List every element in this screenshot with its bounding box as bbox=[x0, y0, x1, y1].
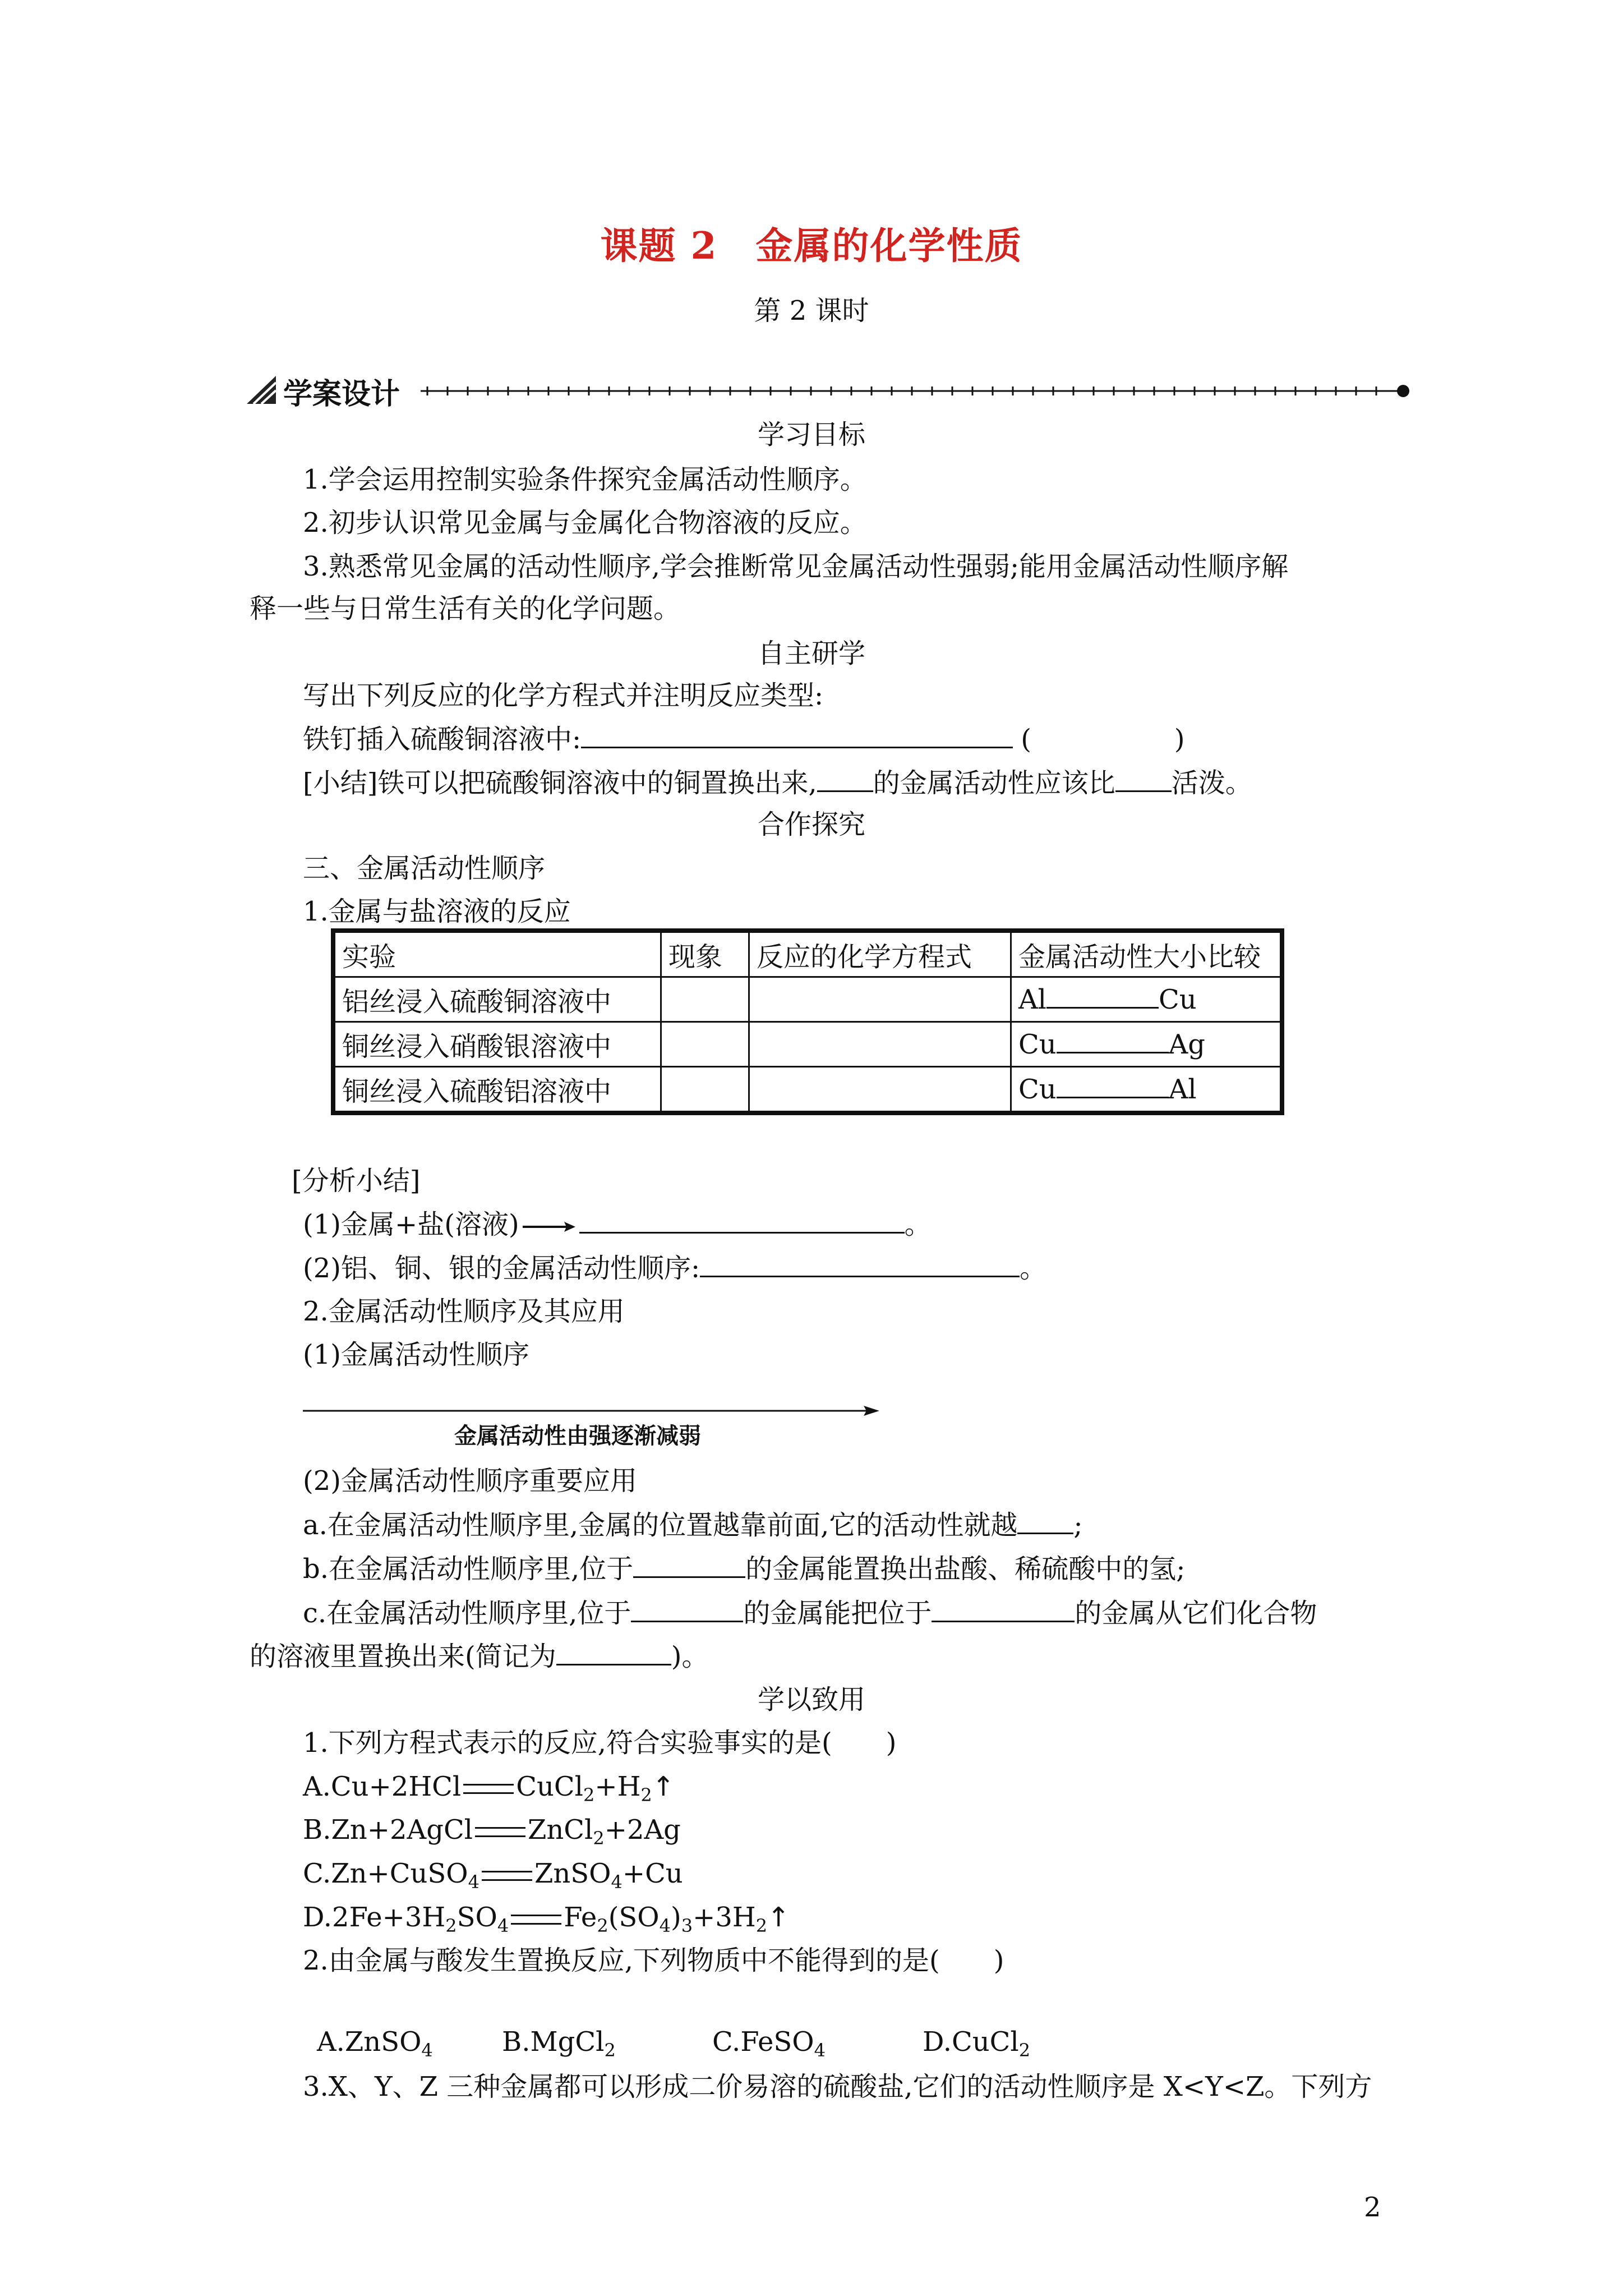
analysis-blank-2[interactable] bbox=[700, 1251, 1020, 1277]
opt-b-lhs: B.Zn+2AgCl bbox=[303, 1814, 473, 1846]
row1-equation-cell[interactable] bbox=[749, 977, 1011, 1022]
coop-section3: 三、金属活动性顺序 bbox=[303, 853, 546, 884]
row3-left: Cu bbox=[1018, 1073, 1057, 1105]
objective-1: 1.学会运用控制实验条件探究金属活动性顺序。 bbox=[303, 464, 867, 495]
table-row bbox=[333, 977, 1282, 1022]
opt-d-rhs-sub2: 4 bbox=[659, 1915, 671, 1936]
q2-b-sub: 2 bbox=[604, 2040, 616, 2061]
app-c2-blank[interactable] bbox=[556, 1639, 671, 1665]
q2-b-text: B.MgCl bbox=[502, 2026, 605, 2058]
equals-sign bbox=[475, 1827, 525, 1837]
q1-option-c[interactable] bbox=[303, 1857, 683, 1899]
practice-q2: 2.由金属与酸发生置换反应,下列物质中不能得到的是( ) bbox=[303, 1945, 1004, 1976]
arrow-caption: 金属活动性由强逐渐减弱 bbox=[454, 1423, 701, 1449]
row3-compare-blank[interactable] bbox=[1057, 1074, 1169, 1098]
experiment-table bbox=[331, 928, 1284, 1115]
summary-blank-2[interactable] bbox=[1115, 766, 1172, 792]
table-header-row bbox=[333, 931, 1282, 977]
row2-left: Cu bbox=[1018, 1028, 1057, 1060]
section-header bbox=[247, 370, 1413, 409]
opt-d-rhs-a: Fe bbox=[564, 1902, 597, 1933]
application-a bbox=[303, 1508, 1083, 1542]
opt-d-rhs-d: +3H bbox=[693, 1902, 756, 1933]
opt-a-rhs-a: CuCl bbox=[516, 1771, 583, 1802]
self-study-summary bbox=[303, 766, 1252, 800]
app-a-text: a.在金属活动性顺序里,金属的位置越靠前面,它的活动性就越 bbox=[303, 1510, 1018, 1541]
opt-a-sub: 2 bbox=[583, 1784, 595, 1806]
row3-activity-cell bbox=[1011, 1067, 1283, 1114]
q1-option-b[interactable] bbox=[303, 1813, 681, 1855]
opt-b-rhs-b: +2Ag bbox=[604, 1814, 681, 1846]
gas-arrow-icon: ↑ bbox=[652, 1771, 675, 1802]
opt-d-rhs-c: ) bbox=[671, 1902, 681, 1933]
coop-sub2-2: (2)金属活动性顺序重要应用 bbox=[303, 1465, 637, 1497]
row3-phenomenon-cell[interactable] bbox=[661, 1067, 749, 1114]
row1-experiment: 铝丝浸入硫酸铜溶液中 bbox=[333, 977, 661, 1022]
self-study-intro: 写出下列反应的化学方程式并注明反应类型: bbox=[303, 680, 824, 711]
right-arrow-icon bbox=[523, 1218, 576, 1235]
q2-option-b[interactable] bbox=[502, 2025, 616, 2067]
opt-d-lhs-a: D.2Fe+3H bbox=[303, 1902, 446, 1933]
row3-right: Al bbox=[1168, 1073, 1197, 1105]
opt-d-lhs-sub2: 4 bbox=[497, 1915, 509, 1936]
row1-right: Cu bbox=[1159, 983, 1197, 1015]
coop-sub1: 1.金属与盐溶液的反应 bbox=[303, 896, 571, 927]
objective-3-cont: 释一些与日常生活有关的化学问题。 bbox=[250, 593, 681, 624]
summary-part-a: [小结]铁可以把硫酸铜溶液中的铜置换出来, bbox=[303, 767, 817, 799]
section-label: 学案设计 bbox=[283, 378, 400, 411]
q1-option-d[interactable] bbox=[303, 1901, 790, 1943]
opt-a-lhs: A.Cu+2HCl bbox=[303, 1771, 462, 1802]
page-subtitle: 第 2 课时 bbox=[754, 295, 869, 326]
equals-sign bbox=[463, 1784, 514, 1794]
app-a-end: ; bbox=[1073, 1510, 1083, 1541]
q1-label: 铁钉插入硫酸铜溶液中: bbox=[303, 724, 582, 755]
q2-c-text: C.FeSO bbox=[712, 2026, 814, 2058]
coop-heading: 合作探究 bbox=[757, 809, 865, 840]
analysis-line1-text: (1)金属+盐(溶液) bbox=[303, 1209, 519, 1240]
coop-sub2: 2.金属活动性顺序及其应用 bbox=[303, 1296, 625, 1327]
practice-heading: 学以致用 bbox=[757, 1684, 865, 1715]
q2-c-sub: 4 bbox=[814, 2040, 826, 2061]
row1-activity-cell bbox=[1011, 977, 1283, 1022]
q2-option-d[interactable] bbox=[923, 2025, 1030, 2067]
opt-d-lhs-b: SO bbox=[457, 1902, 497, 1933]
opt-d-rhs-sub3: 3 bbox=[681, 1915, 693, 1936]
objective-2: 2.初步认识常见金属与金属化合物溶液的反应。 bbox=[303, 507, 867, 539]
opt-d-rhs-sub4: 2 bbox=[755, 1915, 768, 1936]
app-c-mid: 的金属能把位于 bbox=[743, 1598, 932, 1629]
summary-part-b: 的金属活动性应该比 bbox=[873, 767, 1115, 799]
summary-part-c: 活泼。 bbox=[1171, 767, 1252, 799]
application-c bbox=[303, 1596, 1317, 1630]
row3-equation-cell[interactable] bbox=[749, 1067, 1011, 1114]
row2-experiment: 铜丝浸入硝酸银溶液中 bbox=[333, 1022, 661, 1067]
summary-blank-1[interactable] bbox=[817, 766, 873, 792]
q1-paren-close: ) bbox=[1174, 724, 1185, 755]
page-title: 课题 2 金属的化学性质 bbox=[600, 224, 1023, 268]
col-header-experiment: 实验 bbox=[333, 931, 661, 977]
q1-option-a[interactable] bbox=[303, 1770, 675, 1812]
self-study-heading: 自主研学 bbox=[757, 638, 865, 669]
opt-c-rhs-b: +Cu bbox=[622, 1858, 683, 1889]
q2-d-sub: 2 bbox=[1018, 2040, 1031, 2061]
col-header-phenomenon: 现象 bbox=[661, 931, 749, 977]
row3-experiment: 铜丝浸入硫酸铝溶液中 bbox=[333, 1067, 661, 1114]
app-c-end: 的金属从它们化合物 bbox=[1075, 1598, 1317, 1629]
opt-a-sub2: 2 bbox=[640, 1784, 652, 1806]
col-header-equation: 反应的化学方程式 bbox=[749, 931, 1011, 977]
application-c-cont bbox=[250, 1639, 708, 1673]
activity-series-arrow bbox=[303, 1402, 880, 1419]
app-b-end: 的金属能置换出盐酸、稀硫酸中的氢; bbox=[745, 1553, 1186, 1585]
section-ruler bbox=[421, 383, 1413, 399]
objectives-heading: 学习目标 bbox=[757, 419, 865, 450]
analysis-line2 bbox=[303, 1251, 1046, 1285]
row2-phenomenon-cell[interactable] bbox=[661, 1022, 749, 1067]
opt-c-lhs-sub: 4 bbox=[468, 1871, 479, 1893]
equals-sign bbox=[482, 1871, 532, 1881]
section-ramp-icon bbox=[247, 375, 280, 406]
q2-a-text: A.ZnSO bbox=[317, 2026, 422, 2058]
app-a-blank[interactable] bbox=[1017, 1508, 1073, 1534]
row2-activity-cell bbox=[1011, 1022, 1283, 1067]
app-b-blank[interactable] bbox=[633, 1552, 745, 1578]
practice-q3: 3.X、Y、Z 三种金属都可以形成二价易溶的硫酸盐,它们的活动性顺序是 X<Y<Z。下列方 bbox=[303, 2071, 1372, 2102]
row2-compare-blank[interactable] bbox=[1057, 1029, 1169, 1053]
row2-right: Ag bbox=[1168, 1028, 1206, 1060]
analysis-line1-end: 。 bbox=[904, 1209, 932, 1240]
q2-a-sub: 4 bbox=[421, 2040, 433, 2061]
opt-d-rhs-b: (SO bbox=[608, 1902, 660, 1933]
app-c-blank-1[interactable] bbox=[631, 1596, 743, 1622]
objective-3: 3.熟悉常见金属的活动性顺序,学会推断常见金属活动性强弱;能用金属活动性顺序解 bbox=[303, 551, 1289, 582]
row2-equation-cell[interactable] bbox=[749, 1022, 1011, 1067]
gas-arrow-icon: ↑ bbox=[767, 1902, 790, 1933]
practice-q1: 1.下列方程式表示的反应,符合实验事实的是( ) bbox=[303, 1727, 897, 1759]
app-c-blank-2[interactable] bbox=[932, 1596, 1075, 1622]
q2-option-c[interactable] bbox=[712, 2025, 826, 2067]
opt-c-rhs-a: ZnSO bbox=[534, 1858, 611, 1889]
equals-sign bbox=[511, 1915, 561, 1925]
opt-d-lhs-sub: 2 bbox=[445, 1915, 457, 1936]
table-row bbox=[333, 1067, 1282, 1114]
app-c-text: c.在金属活动性顺序里,位于 bbox=[303, 1598, 631, 1629]
page-number: 2 bbox=[1364, 2192, 1381, 2223]
opt-c-lhs: C.Zn+CuSO bbox=[303, 1858, 468, 1889]
q2-d-text: D.CuCl bbox=[923, 2026, 1019, 2058]
q2-option-a[interactable] bbox=[317, 2025, 433, 2067]
analysis-line1 bbox=[303, 1207, 932, 1241]
opt-c-rhs-sub: 4 bbox=[611, 1871, 623, 1893]
analysis-heading: [分析小结] bbox=[292, 1165, 421, 1197]
application-b bbox=[303, 1552, 1185, 1586]
row1-compare-blank[interactable] bbox=[1046, 984, 1159, 1009]
analysis-line2-end: 。 bbox=[1020, 1253, 1047, 1284]
self-study-q1 bbox=[303, 722, 1185, 756]
analysis-line2-text: (2)铝、铜、银的金属活动性顺序: bbox=[303, 1253, 700, 1284]
coop-sub2-1: (1)金属活动性顺序 bbox=[303, 1339, 529, 1370]
q1-paren-open: ( bbox=[1021, 724, 1031, 755]
app-c2-end: )。 bbox=[671, 1641, 709, 1672]
opt-b-sub: 2 bbox=[593, 1828, 605, 1849]
app-c2-text: 的溶液里置换出来(简记为 bbox=[250, 1641, 556, 1672]
table-row bbox=[333, 1022, 1282, 1067]
row1-left: Al bbox=[1018, 983, 1047, 1015]
col-header-activity: 金属活动性大小比较 bbox=[1011, 931, 1283, 977]
opt-b-rhs-a: ZnCl bbox=[528, 1814, 593, 1846]
row1-phenomenon-cell[interactable] bbox=[661, 977, 749, 1022]
opt-d-rhs-sub: 2 bbox=[597, 1915, 608, 1936]
q1-equation-blank[interactable] bbox=[581, 722, 1013, 748]
opt-a-rhs-b: +H bbox=[594, 1771, 641, 1802]
analysis-blank-1[interactable] bbox=[579, 1207, 905, 1234]
app-b-text: b.在金属活动性顺序里,位于 bbox=[303, 1553, 634, 1585]
